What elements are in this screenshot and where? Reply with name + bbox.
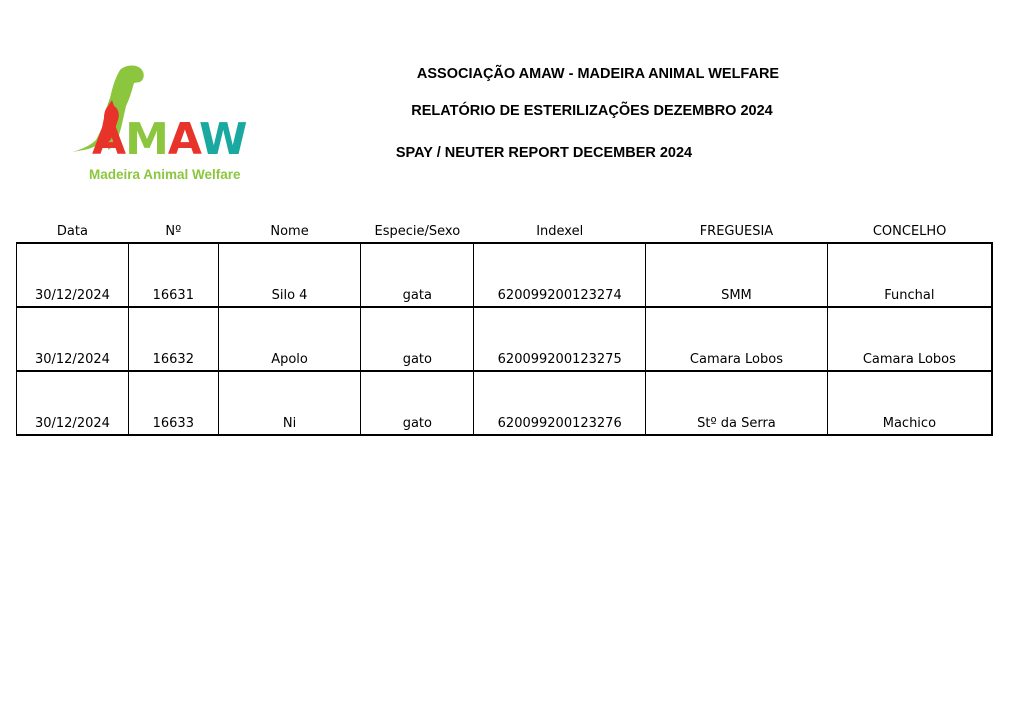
cell-freguesia: SMM: [646, 243, 828, 307]
report-title-pt: RELATÓRIO DE ESTERILIZAÇÕES DEZEMBRO 2024: [411, 103, 773, 119]
cell-especie-sexo: gato: [361, 371, 474, 435]
cell-indexel: 620099200123276: [474, 371, 646, 435]
cell-indexel: 620099200123274: [474, 243, 646, 307]
col-header-numero: Nº: [128, 220, 218, 243]
cell-especie-sexo: gato: [361, 307, 474, 371]
cell-concelho: Funchal: [827, 243, 992, 307]
cell-numero: 16632: [128, 307, 218, 371]
table-row: [17, 371, 993, 435]
cell-freguesia: Camara Lobos: [646, 307, 828, 371]
report-title-en: SPAY / NEUTER REPORT DECEMBER 2024: [395, 145, 693, 161]
cell-data: 30/12/2024: [17, 307, 129, 371]
cell-nome: Silo 4: [218, 243, 361, 307]
col-header-nome: Nome: [218, 220, 361, 243]
table-header-row: [17, 220, 993, 243]
org-title: ASSOCIAÇÃO AMAW - MADEIRA ANIMAL WELFARE: [416, 66, 780, 82]
col-header-indexel: Indexel: [474, 220, 646, 243]
col-header-data: Data: [17, 220, 129, 243]
cell-data: 30/12/2024: [17, 243, 129, 307]
col-header-concelho: CONCELHO: [827, 220, 992, 243]
col-header-freguesia: FREGUESIA: [646, 220, 828, 243]
col-header-especie-sexo: Especie/Sexo: [361, 220, 474, 243]
cell-numero: 16631: [128, 243, 218, 307]
cell-data: 30/12/2024: [17, 371, 129, 435]
cell-concelho: Machico: [827, 371, 992, 435]
cell-nome: Apolo: [218, 307, 361, 371]
table-row: [17, 307, 993, 371]
cell-freguesia: Stº da Serra: [646, 371, 828, 435]
sterilization-table: [16, 220, 993, 436]
cell-concelho: Camara Lobos: [827, 307, 992, 371]
cell-numero: 16633: [128, 371, 218, 435]
cell-nome: Ni: [218, 371, 361, 435]
cell-indexel: 620099200123275: [474, 307, 646, 371]
logo-tagline: Madeira Animal Welfare: [89, 167, 241, 182]
cell-especie-sexo: gata: [361, 243, 474, 307]
logo-wordmark: AMAW: [92, 114, 247, 165]
table-row: [17, 243, 993, 307]
